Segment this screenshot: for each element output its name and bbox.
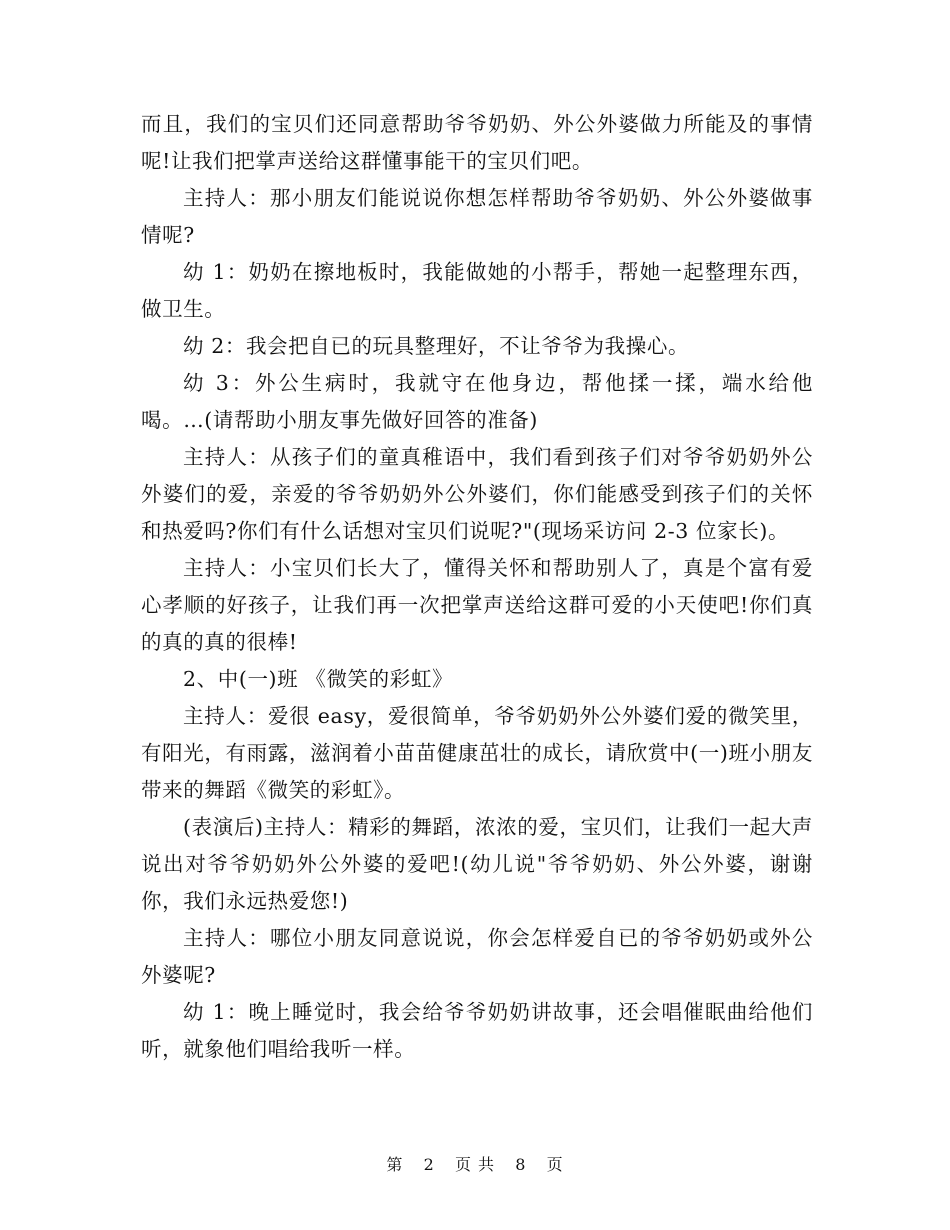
footer-total-pages: 8 [515,1155,527,1174]
paragraph-continuation: 而且，我们的宝贝们还同意帮助爷爷奶奶、外公外婆做力所能及的事情呢!让我们把掌声送给这群懂事能干的宝贝们吧。 [141,112,813,173]
section-heading: 2、中(一)班 《微笑的彩虹》 [183,667,454,691]
paragraph-after-performance: (表演后)主持人：精彩的舞蹈，浓浓的爱，宝贝们，让我们一起大声说出对爷爷奶奶外公外婆的爱吧!(幼儿说"爷爷奶奶、外公外婆，谢谢你，我们永远热爱您!) [141,815,813,913]
paragraph-child-3: 幼 3：外公生病时，我就守在他身边，帮他揉一揉，端水给他喝。…(请帮助小朋友事先做好回答的准备) [141,371,813,432]
footer-prefix: 第 [386,1155,404,1174]
paragraph-host-interview: 主持人：从孩子们的童真稚语中，我们看到孩子们对爷爷奶奶外公外婆们的爱，亲爱的爷爷奶奶外公外婆们，你们能感受到孩子们的关怀和热爱吗?你们有什么话想对宝贝们说呢?"(现场采访问 2-3 位家长)。 [141,445,813,543]
paragraph-host-intro-dance: 主持人：爱很 easy，爱很简单，爷爷奶奶外公外婆们爱的微笑里，有阳光，有雨露，滋润着小苗苗健康茁壮的成长，请欣赏中(一)班小朋友带来的舞蹈《微笑的彩虹》。 [141,704,813,802]
page-footer [0,1152,950,1175]
footer-suffix: 页 [546,1155,564,1174]
paragraph-child-1-answer: 幼 1：晚上睡觉时，我会给爷爷奶奶讲故事，还会唱催眠曲给他们听，就象他们唱给我听一样。 [141,1000,813,1061]
paragraph-host-praise: 主持人：小宝贝们长大了，懂得关怀和帮助别人了，真是个富有爱心孝顺的好孩子，让我们再一次把掌声送给这群可爱的小天使吧!你们真的真的真的很棒! [141,556,813,654]
paragraph-host-question: 主持人：那小朋友们能说说你想怎样帮助爷爷奶奶、外公外婆做事情呢? [141,186,813,247]
footer-page-number: 2 [423,1155,435,1174]
paragraph-child-2: 幼 2：我会把自已的玩具整理好，不让爷爷为我操心。 [183,334,690,358]
document-body [141,106,813,1068]
footer-middle: 页 共 [454,1155,496,1174]
paragraph-host-ask: 主持人：哪位小朋友同意说说，你会怎样爱自已的爷爷奶奶或外公外婆呢? [141,926,813,987]
paragraph-child-1: 幼 1：奶奶在擦地板时，我能做她的小帮手，帮她一起整理东西，做卫生。 [141,260,813,321]
